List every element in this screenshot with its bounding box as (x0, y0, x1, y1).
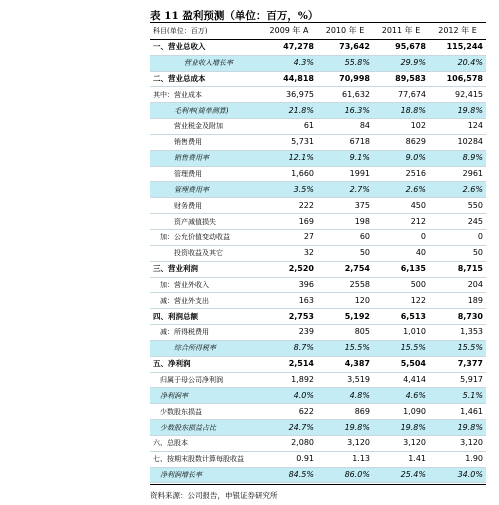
row-value: 869 (317, 404, 373, 420)
row-value: 169 (261, 214, 317, 230)
row-value: 92,415 (429, 87, 486, 103)
row-value: 15.5% (429, 340, 486, 356)
row-value: 1,010 (373, 325, 429, 341)
row-value: 1,660 (261, 166, 317, 182)
header-row (150, 24, 486, 39)
row-label: 少数股东损益 (150, 404, 261, 420)
table-row (150, 293, 486, 309)
row-label: 净利润增长率 (150, 467, 261, 483)
row-value: 40 (373, 245, 429, 261)
row-label: 加：公允价值变动收益 (150, 229, 261, 245)
row-value: 6,513 (373, 309, 429, 325)
row-value: 4.6% (373, 388, 429, 404)
table-row (150, 182, 486, 198)
row-value: 21.8% (261, 103, 317, 119)
row-label: 投资收益及其它 (150, 245, 261, 261)
row-value: 500 (373, 277, 429, 293)
row-label: 减：营业外支出 (150, 293, 261, 309)
row-value: 61,632 (317, 87, 373, 103)
row-value: 5,917 (429, 372, 486, 388)
row-value: 16.3% (317, 103, 373, 119)
row-value: 19.8% (429, 103, 486, 119)
row-value: 10284 (429, 134, 486, 150)
row-value: 102 (373, 119, 429, 135)
table-row (150, 325, 486, 341)
row-value: 8629 (373, 134, 429, 150)
table-row (150, 388, 486, 404)
row-value: 84.5% (261, 467, 317, 483)
table-row (150, 420, 486, 436)
row-value: 396 (261, 277, 317, 293)
row-value: 122 (373, 293, 429, 309)
row-value: 8.7% (261, 340, 317, 356)
row-value: 2516 (373, 166, 429, 182)
row-value: 12.1% (261, 150, 317, 166)
table-row (150, 467, 486, 483)
row-value: 1.13 (317, 451, 373, 467)
row-label: 综合所得税率 (150, 340, 261, 356)
table-row (150, 166, 486, 182)
row-value: 106,578 (429, 71, 486, 87)
row-value: 5.1% (429, 388, 486, 404)
row-value: 622 (261, 404, 317, 420)
row-value: 2.6% (373, 182, 429, 198)
row-value: 50 (429, 245, 486, 261)
row-value: 375 (317, 198, 373, 214)
row-value: 32 (261, 245, 317, 261)
row-label: 归属于母公司净利润 (150, 372, 261, 388)
row-value: 5,192 (317, 309, 373, 325)
row-value: 1,090 (373, 404, 429, 420)
table-row (150, 134, 486, 150)
row-value: 4,414 (373, 372, 429, 388)
row-value: 4.0% (261, 388, 317, 404)
row-value: 6718 (317, 134, 373, 150)
table-row (150, 245, 486, 261)
row-value: 189 (429, 293, 486, 309)
row-value: 3,120 (373, 435, 429, 451)
row-value: 8.9% (429, 150, 486, 166)
row-value: 2.7% (317, 182, 373, 198)
row-value: 550 (429, 198, 486, 214)
row-value: 61 (261, 119, 317, 135)
table-row (150, 150, 486, 166)
row-value: 3,120 (429, 435, 486, 451)
row-label: 六、总股本 (150, 435, 261, 451)
row-value: 3,519 (317, 372, 373, 388)
row-label: 管理费用 (150, 166, 261, 182)
table-row (150, 214, 486, 230)
row-value: 4,387 (317, 356, 373, 372)
row-value: 20.4% (429, 55, 486, 71)
row-value: 29.9% (373, 55, 429, 71)
row-value: 24.7% (261, 420, 317, 436)
row-value: 245 (429, 214, 486, 230)
header-cell-subject: 科目(单位：百万) (150, 24, 261, 39)
row-value: 15.5% (373, 340, 429, 356)
source-note: 资料来源：公司报告，申银证券研究所 (150, 491, 278, 500)
table-row (150, 372, 486, 388)
row-value: 1,892 (261, 372, 317, 388)
row-label: 七、按期末股数计算每股收益 (150, 451, 261, 467)
row-value: 239 (261, 325, 317, 341)
profit-forecast-table (150, 24, 486, 483)
row-value: 84 (317, 119, 373, 135)
table-row (150, 435, 486, 451)
table-row (150, 119, 486, 135)
row-label: 销售费用率 (150, 150, 261, 166)
row-value: 1.90 (429, 451, 486, 467)
row-label: 营业收入增长率 (150, 55, 261, 71)
row-value: 120 (317, 293, 373, 309)
row-value: 4.8% (317, 388, 373, 404)
row-value: 60 (317, 229, 373, 245)
table-row (150, 55, 486, 71)
table-row (150, 261, 486, 277)
table-row (150, 39, 486, 55)
row-value: 2961 (429, 166, 486, 182)
row-value: 4.3% (261, 55, 317, 71)
row-value: 44,818 (261, 71, 317, 87)
row-value: 19.8% (429, 420, 486, 436)
row-label: 净利润率 (150, 388, 261, 404)
row-value: 1991 (317, 166, 373, 182)
row-label: 少数股东损益占比 (150, 420, 261, 436)
row-label: 财务费用 (150, 198, 261, 214)
bottom-rule (150, 484, 486, 485)
row-value: 2.6% (429, 182, 486, 198)
row-value: 805 (317, 325, 373, 341)
row-value: 89,583 (373, 71, 429, 87)
row-label: 其中：营业成本 (150, 87, 261, 103)
row-value: 55.8% (317, 55, 373, 71)
row-label: 一、营业总收入 (150, 39, 261, 55)
row-value: 15.5% (317, 340, 373, 356)
row-value: 50 (317, 245, 373, 261)
row-label: 毛利率(简单测算) (150, 103, 261, 119)
row-value: 1.41 (373, 451, 429, 467)
table-row (150, 309, 486, 325)
table-row (150, 277, 486, 293)
table-row (150, 198, 486, 214)
row-label: 减：所得税费用 (150, 325, 261, 341)
row-value: 5,731 (261, 134, 317, 150)
row-value: 2,080 (261, 435, 317, 451)
table-row (150, 71, 486, 87)
row-label: 二、营业总成本 (150, 71, 261, 87)
row-value: 1,353 (429, 325, 486, 341)
row-value: 5,504 (373, 356, 429, 372)
row-value: 2,520 (261, 261, 317, 277)
row-value: 2558 (317, 277, 373, 293)
row-value: 2,514 (261, 356, 317, 372)
row-label: 资产减值损失 (150, 214, 261, 230)
row-value: 47,278 (261, 39, 317, 55)
row-value: 3.5% (261, 182, 317, 198)
row-label: 销售费用 (150, 134, 261, 150)
row-value: 25.4% (373, 467, 429, 483)
row-label: 营业税金及附加 (150, 119, 261, 135)
row-label: 三、营业利润 (150, 261, 261, 277)
row-value: 450 (373, 198, 429, 214)
row-value: 6,135 (373, 261, 429, 277)
table-row (150, 404, 486, 420)
row-value: 19.8% (373, 420, 429, 436)
row-value: 27 (261, 229, 317, 245)
row-value: 36,975 (261, 87, 317, 103)
table-row (150, 229, 486, 245)
row-value: 212 (373, 214, 429, 230)
row-value: 222 (261, 198, 317, 214)
table-body (150, 24, 486, 483)
table-row (150, 356, 486, 372)
row-value: 0 (429, 229, 486, 245)
header-cell-2011: 2011 年 E (373, 24, 429, 39)
header-cell-2010: 2010 年 E (317, 24, 373, 39)
row-value: 7,377 (429, 356, 486, 372)
row-value: 0.91 (261, 451, 317, 467)
row-value: 19.8% (317, 420, 373, 436)
row-value: 1,461 (429, 404, 486, 420)
table-row (150, 87, 486, 103)
row-value: 77,674 (373, 87, 429, 103)
row-value: 18.8% (373, 103, 429, 119)
row-value: 115,244 (429, 39, 486, 55)
table-row (150, 103, 486, 119)
table-row (150, 340, 486, 356)
table-row (150, 451, 486, 467)
row-value: 0 (373, 229, 429, 245)
row-value: 9.0% (373, 150, 429, 166)
row-value: 70,998 (317, 71, 373, 87)
row-label: 加：营业外收入 (150, 277, 261, 293)
row-label: 四、利润总额 (150, 309, 261, 325)
row-value: 73,642 (317, 39, 373, 55)
row-value: 2,754 (317, 261, 373, 277)
top-rule (150, 22, 486, 23)
row-value: 8,715 (429, 261, 486, 277)
row-value: 198 (317, 214, 373, 230)
row-value: 163 (261, 293, 317, 309)
row-label: 五、净利润 (150, 356, 261, 372)
row-value: 204 (429, 277, 486, 293)
row-value: 8,730 (429, 309, 486, 325)
row-value: 2,753 (261, 309, 317, 325)
header-cell-2012: 2012 年 E (429, 24, 486, 39)
row-label: 管理费用率 (150, 182, 261, 198)
row-value: 34.0% (429, 467, 486, 483)
table-title: 表 11 盈利预测（单位：百万，%） (150, 10, 319, 22)
row-value: 124 (429, 119, 486, 135)
row-value: 3,120 (317, 435, 373, 451)
header-cell-2009: 2009 年 A (261, 24, 317, 39)
row-value: 86.0% (317, 467, 373, 483)
row-value: 95,678 (373, 39, 429, 55)
row-value: 9.1% (317, 150, 373, 166)
